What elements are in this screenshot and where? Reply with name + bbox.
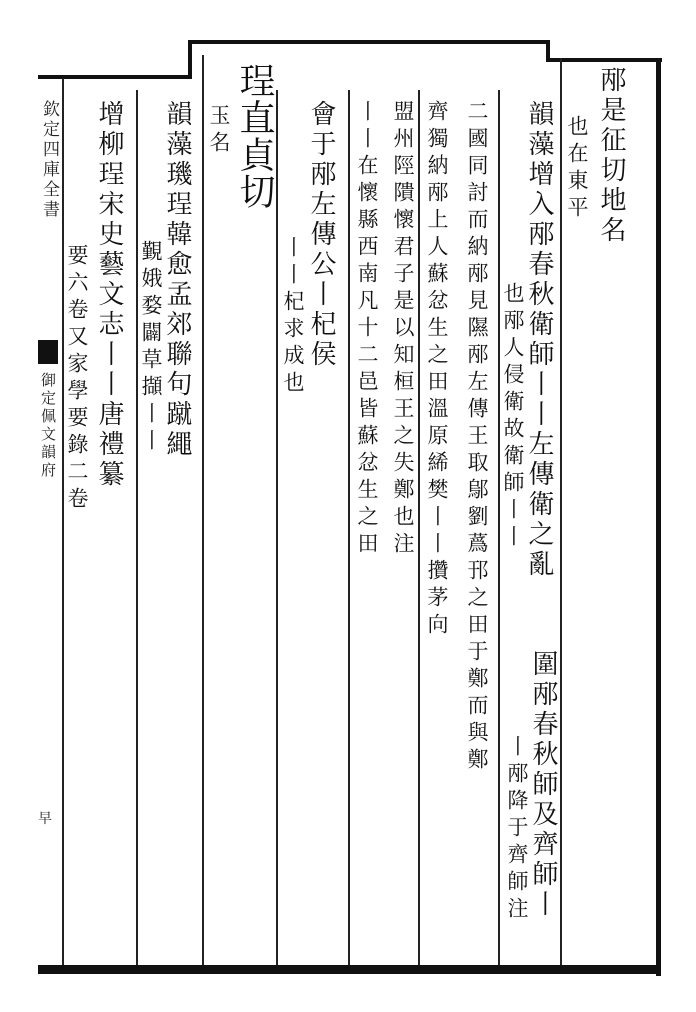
column-5-main: 會于邴左傳公丨杞侯 bbox=[306, 100, 336, 370]
book-title-top: 欽定四庫全書 bbox=[39, 100, 59, 220]
column-4-sub: 丨丨在懷縣西南凡十二邑皆蘇忿生之田 bbox=[355, 100, 379, 559]
column-2-lower: 圍邴春秋師及齊師丨 bbox=[528, 650, 558, 920]
column-divider bbox=[418, 90, 420, 965]
column-7-main: 韻藻璣珵韓愈孟郊聯句蹴繩 bbox=[162, 100, 192, 460]
column-3-sub: 齊獨納邴上人蘇忿生之田溫原絺樊丨丨攢茅向 bbox=[425, 100, 449, 640]
book-title-bottom: 御定佩文韻府 bbox=[39, 372, 57, 480]
column-7-sub: 覲娥婺闢草擷丨丨 bbox=[139, 240, 163, 456]
fishtail-mark bbox=[38, 340, 58, 364]
column-2-main: 韻藻增入邴春秋衛師丨丨左傳衛之亂 bbox=[524, 100, 554, 580]
page-number: 早 bbox=[38, 811, 52, 827]
frame-tab-left bbox=[188, 40, 192, 79]
column-6-main: 珵直貞切 bbox=[234, 62, 275, 210]
column-divider bbox=[62, 78, 64, 965]
frame-right bbox=[656, 58, 661, 976]
column-divider bbox=[136, 90, 138, 965]
column-1-sub: 也在東平 bbox=[565, 115, 589, 223]
frame-top-left bbox=[38, 75, 190, 79]
column-2-lower-sub: 丨邴降于齊師注 bbox=[505, 735, 529, 924]
column-divider bbox=[498, 90, 500, 965]
column-8-sub: 要六卷又家學要錄二卷 bbox=[65, 244, 89, 514]
column-3-main: 二國同討而納邴見隰邴左傳王取鄔劉蔿邘之田于鄭而與鄭 bbox=[465, 100, 489, 775]
frame-top-right bbox=[546, 58, 662, 62]
column-divider bbox=[560, 58, 562, 965]
column-1-main: 邴是征切地名 bbox=[596, 66, 626, 246]
column-8-main: 增柳珵宋史藝文志丨丨唐禮纂 bbox=[94, 100, 124, 490]
column-divider bbox=[348, 90, 350, 965]
column-2-sub: 也邴人侵衛故衛師丨丨 bbox=[501, 282, 525, 552]
column-divider bbox=[276, 90, 278, 965]
frame-top bbox=[188, 40, 548, 44]
column-4-main: 盟州陘隤懷君子是以知桓王之失鄭也注 bbox=[391, 100, 415, 559]
frame-bottom bbox=[38, 965, 661, 974]
column-divider bbox=[202, 55, 204, 965]
column-6-sub: 玉名 bbox=[207, 104, 231, 158]
column-5-sub: 丨丨杞求成也 bbox=[281, 236, 305, 398]
